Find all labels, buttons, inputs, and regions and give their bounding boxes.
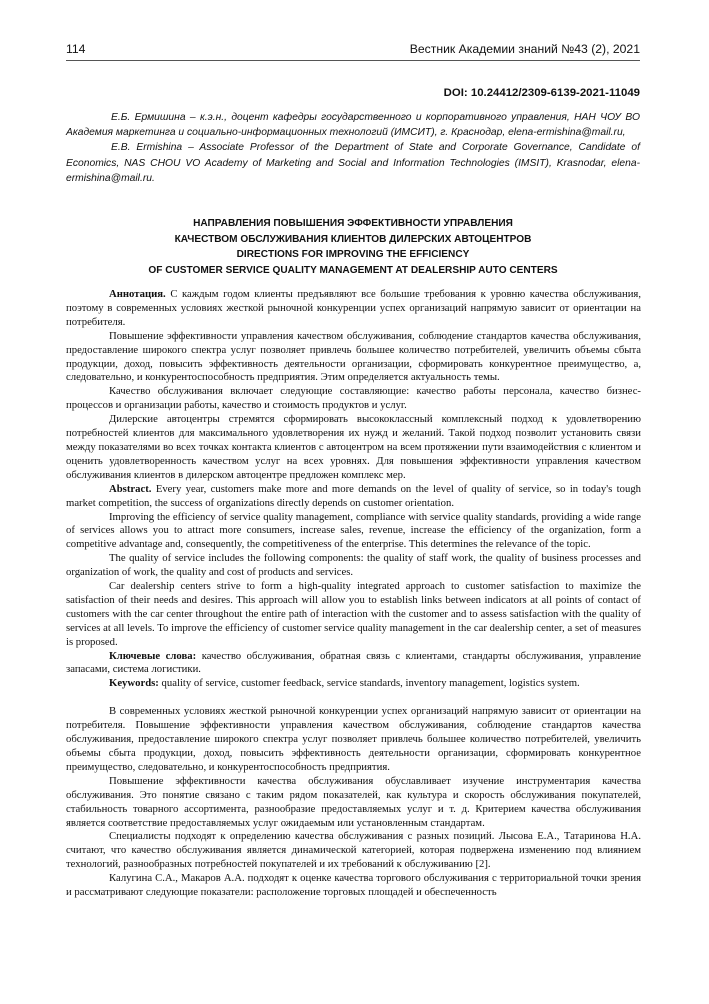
abstract-ru-p1 — [66, 288, 641, 330]
journal-title: Вестник Академии знаний №43 (2), 2021 — [409, 42, 640, 56]
keywords-ru-label: Ключевые слова: — [109, 649, 197, 662]
abstract-en-p2: Improving the efficiency of service quality management, compliance with service quality standards, providing a wide range of services allows you to attract more consumers, increase sales, revenue, increase the efficiency of the organization, form a competitive advantage and, consequently, the competitiveness of the enterprise. This determines the relevance of the topic. — [66, 510, 641, 551]
running-header — [66, 42, 640, 61]
keywords-en-text: quality of service, customer feedback, service standards, inventory management, logistics system. — [161, 677, 580, 690]
abstract-ru-text: С каждым годом клиенты предъявляют все большие требования к уровню качества обслуживания, поэтому в современных условиях жесткой рыночной конкуренции успех организаций напрямую зависит от ориентации на потребителя. — [66, 288, 642, 328]
keywords-en — [66, 677, 641, 691]
abstract-en-text: Every year, customers make more and more demands on the level of quality of service, so in today's tough market competition, the success of organizations directly depends on customer orientation. — [66, 482, 642, 509]
abstract-ru-p3: Качество обслуживания включает следующие составляющие: качество работы персонала, качество бизнес-процессов и организации работы, качество и стоимость продуктов и услуг. — [66, 385, 641, 412]
keywords-ru — [66, 650, 641, 678]
abstract-ru-p4: Дилерские автоцентры стремятся сформировать высококлассный комплексный подход к удовлетворению потребностей клиентов для максимального удовлетворения их нужд и желаний. Такой подход позволит установить связи между показателями во всех точках контакта клиентов с автоцентром на всем протяжении пути взаимодействия с клиентом и оценить удовлетворенность качеством услуг на всех уровнях. Для повышения эффективности управления качеством обслуживания клиентов в дилерском автоцентре предложен комплекс мер. — [66, 413, 641, 481]
abstract-ru-label: Аннотация. — [109, 288, 166, 300]
author-en: E.B. Ermishina – Associate Professor of the Department of State and Corporate Governance, Candidate of Economics, NAS CHOU VO Academy of Marketing and Social and Information Technologies (IMSIT), Krasnodar, elena-ermishina@mail.ru. — [66, 142, 640, 184]
abstract-en-p3: The quality of service includes the following components: the quality of staff work, the quality of business processes and organization of work, the quality and cost of products and services. — [66, 552, 641, 579]
title-en-line-2: OF CUSTOMER SERVICE QUALITY MANAGEMENT AT DEALERSHIP AUTO CENTERS — [148, 264, 558, 276]
title-ru-line-2: КАЧЕСТВОМ ОБСЛУЖИВАНИЯ КЛИЕНТОВ ДИЛЕРСКИХ АВТОЦЕНТРОВ — [174, 233, 532, 245]
abstract-en-label: Abstract. — [109, 482, 152, 495]
abstract-en-p1 — [66, 483, 641, 511]
author-info — [66, 110, 640, 186]
main-p1: В современных условиях жесткой рыночной конкуренции успех организаций напрямую зависит от ориентации на потребителя. Повышение эффективности управления качеством обслуживания, соблюдение стандартов качества обслуживания, предоставление широкого спектра услуг позволяет привлечь большее количество потребителей, увеличить объемы сбыта продукции, доход, повысить эффективность деятельности организации, сформировать конкурентное преимущество, следовательно, и конкурентоспособность предприятия. — [66, 705, 641, 773]
section-spacer — [66, 691, 641, 705]
doi: DOI: 10.24412/2309-6139-2021-11049 — [443, 87, 640, 99]
abstract-en-p4: Car dealership centers strive to form a high-quality integrated approach to customer satisfaction to maximize the satisfaction of their needs and desires. This approach will allow you to establish links between indicators at all points of contact of customers with the car center throughout the entire path of interaction with the customer and to assess satisfaction with the quality of services at all levels. To improve the efficiency of customer service quality management in the car dealership center, a set of measures is proposed. — [66, 580, 641, 648]
abstract-ru-p2: Повышение эффективности управления качеством обслуживания, соблюдение стандартов качества обслуживания, предоставление широкого спектра услуг позволяет привлечь большее количество потребителей, увеличить объемы сбыта продукции, доход, повысить эффективность деятельности организации, сформировать конкурентное преимущество, а, следовательно, и конкурентоспособность предприятия. Этим определяется актуальность темы. — [66, 329, 641, 384]
article-title — [66, 216, 640, 278]
title-ru-line-1: НАПРАВЛЕНИЯ ПОВЫШЕНИЯ ЭФФЕКТИВНОСТИ УПРАВЛЕНИЯ — [193, 218, 513, 229]
author-ru: Е.Б. Ермишина – к.э.н., доцент кафедры государственного и корпоративного управления, НАН ЧОУ ВО Академия маркетинга и социально-информационных технологий (ИМСИТ), г. Краснодар, elena-ermishina@mail.ru, — [66, 112, 640, 139]
article-body — [66, 288, 641, 900]
keywords-ru-text: качество обслуживания, обратная связь с клиентами, стандарты обслуживания, управление запасами, система логистики. — [66, 649, 642, 676]
main-p4: Калугина С.А., Макаров А.А. подходят к оценке качества торгового обслуживания с территориальной точки зрения и рассматривают следующие показатели: расположение торговых площадей и обеспеченность — [66, 872, 641, 899]
page-number: 114 — [66, 42, 86, 56]
main-p3: Специалисты подходят к определению качества обслуживания с разных позиций. Лысова Е.А., Татаринова Н.А. считают, что качество обслуживания является динамической категорией, которая подвержена изменению под влиянием технологий, разнообразных потребностей покупателей и их требований к обслуживанию [2]. — [66, 830, 641, 871]
main-p2: Повышение эффективности качества обслуживания обуславливает изучение инструментария качества обслуживания. Это понятие связано с таким рядом показателей, как культура и скорость обслуживания покупателей, стабильность товарного ассортимента, разнообразие предоставляемых услуг и т. д. Критерием качества обслуживания является соответствие предоставляемых услуг ожидаемым или установленным стандартам. — [66, 774, 641, 829]
keywords-en-label: Keywords: — [109, 677, 159, 690]
title-en-line-1: DIRECTIONS FOR IMPROVING THE EFFICIENCY — [236, 249, 470, 260]
